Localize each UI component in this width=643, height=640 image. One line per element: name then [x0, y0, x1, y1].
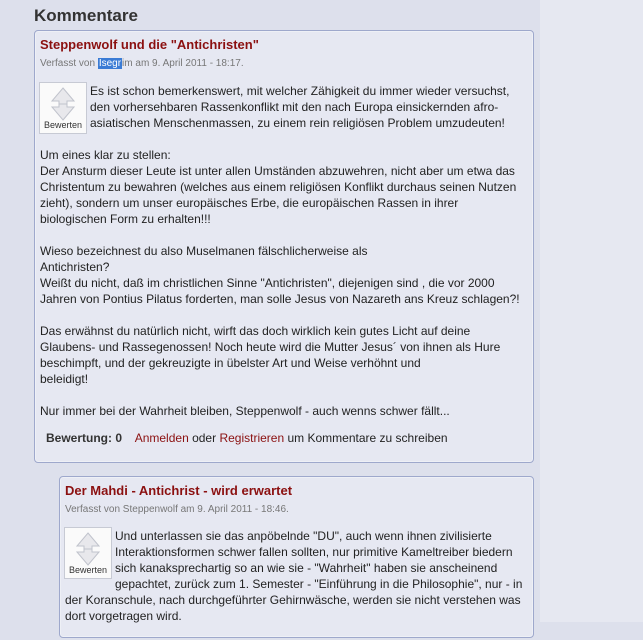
rating-label: Bewertung: 0 — [46, 431, 123, 445]
comment-paragraph: Das erwähnst du natürlich nicht, wirft das doch wirklich kein gutes Licht auf deine Glaubens- und Rassegenossen! Noch heute wird die Mutter Jesus´ von ihnen als Hure beschimpft, und der gekreuzigte in übelster Art und Weise verhöhnt und beleidigt! — [40, 324, 501, 386]
comment-paragraph: Es ist schon bemerkenswert, mit welcher Zähigkeit du immer wieder versuchst, den vorhersehbaren Rassenkonflikt mit den nach Europa einsickernden afro-asiatischen Menschenmassen, zu einem rein religiösen Problem umzudeuten! — [90, 84, 510, 130]
vote-label: Bewerten — [43, 120, 83, 130]
comment-paragraph: Um eines klar zu stellen: Der Ansturm dieser Leute ist unter allen Umständen abzuwehren, nicht aber um etwa das Christentum zu bewahren (welches aus einem religiösen Konflikt durchaus seinen Nutzen zieht), sondern um unser europäisches Erbe, die europäischen Rassen in ihrer biologischen Form zu erhalten!!! — [40, 148, 517, 226]
comment-paragraph: Wieso bezeichnest du also Muselmanen fälschlicherweise als Antichristen? Weißt du nicht, daß im christlichen Sinne "Antichristen", diejenigen sind , die vor 2000 Jahren von Pontius Pilatus forderten, man solle Jesus von Nazareth ans Kreuz schlagen?! — [40, 244, 520, 306]
comment-paragraph: Und unterlassen sie das anpöbelnde "DU", auch wenn ihnen zivilisierte Interaktionsformen schwer fallen sollten, nur primitive Kameltreiber biedern sich kanaksprechartig so an wie sie - "Wahrheit" haben sie anscheinend gepachtet, zurück zum 1. Semester - "Einführung in die Philosophie", nur - in der Koranschule, nach durchgeführter Gehirnwäsche, werden sie nicht verstehen was dort vorgetragen wird. — [65, 529, 523, 623]
footer-suffix: um Kommentare zu schreiben — [284, 431, 448, 445]
comment-card — [34, 30, 534, 463]
comment-title[interactable]: Der Mahdi - Antichrist - wird erwartet — [65, 483, 293, 498]
meta-suffix: am 9. April 2011 - 18:17. — [132, 58, 244, 69]
section-title: Kommentare — [34, 6, 138, 25]
comment-footer — [46, 431, 448, 445]
meta-prefix: Verfasst von — [40, 58, 98, 69]
comment-body — [40, 83, 527, 435]
vote-label: Bewerten — [68, 565, 108, 575]
author-link-highlighted[interactable]: Isegr — [98, 58, 122, 69]
comment-meta — [40, 58, 244, 69]
login-link[interactable]: Anmelden — [134, 431, 189, 445]
right-sidebar — [540, 0, 643, 622]
comment-paragraph: Nur immer bei der Wahrheit bleiben, Steppenwolf - auch wenns schwer fällt... — [40, 404, 450, 418]
register-link[interactable]: Registrieren — [219, 431, 285, 445]
reply-comment-card — [59, 476, 534, 638]
comment-title[interactable]: Steppenwolf und die "Antichristen" — [40, 37, 259, 52]
author-link-rest[interactable]: im — [122, 58, 133, 69]
comment-body — [65, 528, 527, 640]
or-text: oder — [188, 431, 220, 445]
comment-meta: Verfasst von Steppenwolf am 9. April 2011 - 18:46. — [65, 504, 289, 515]
